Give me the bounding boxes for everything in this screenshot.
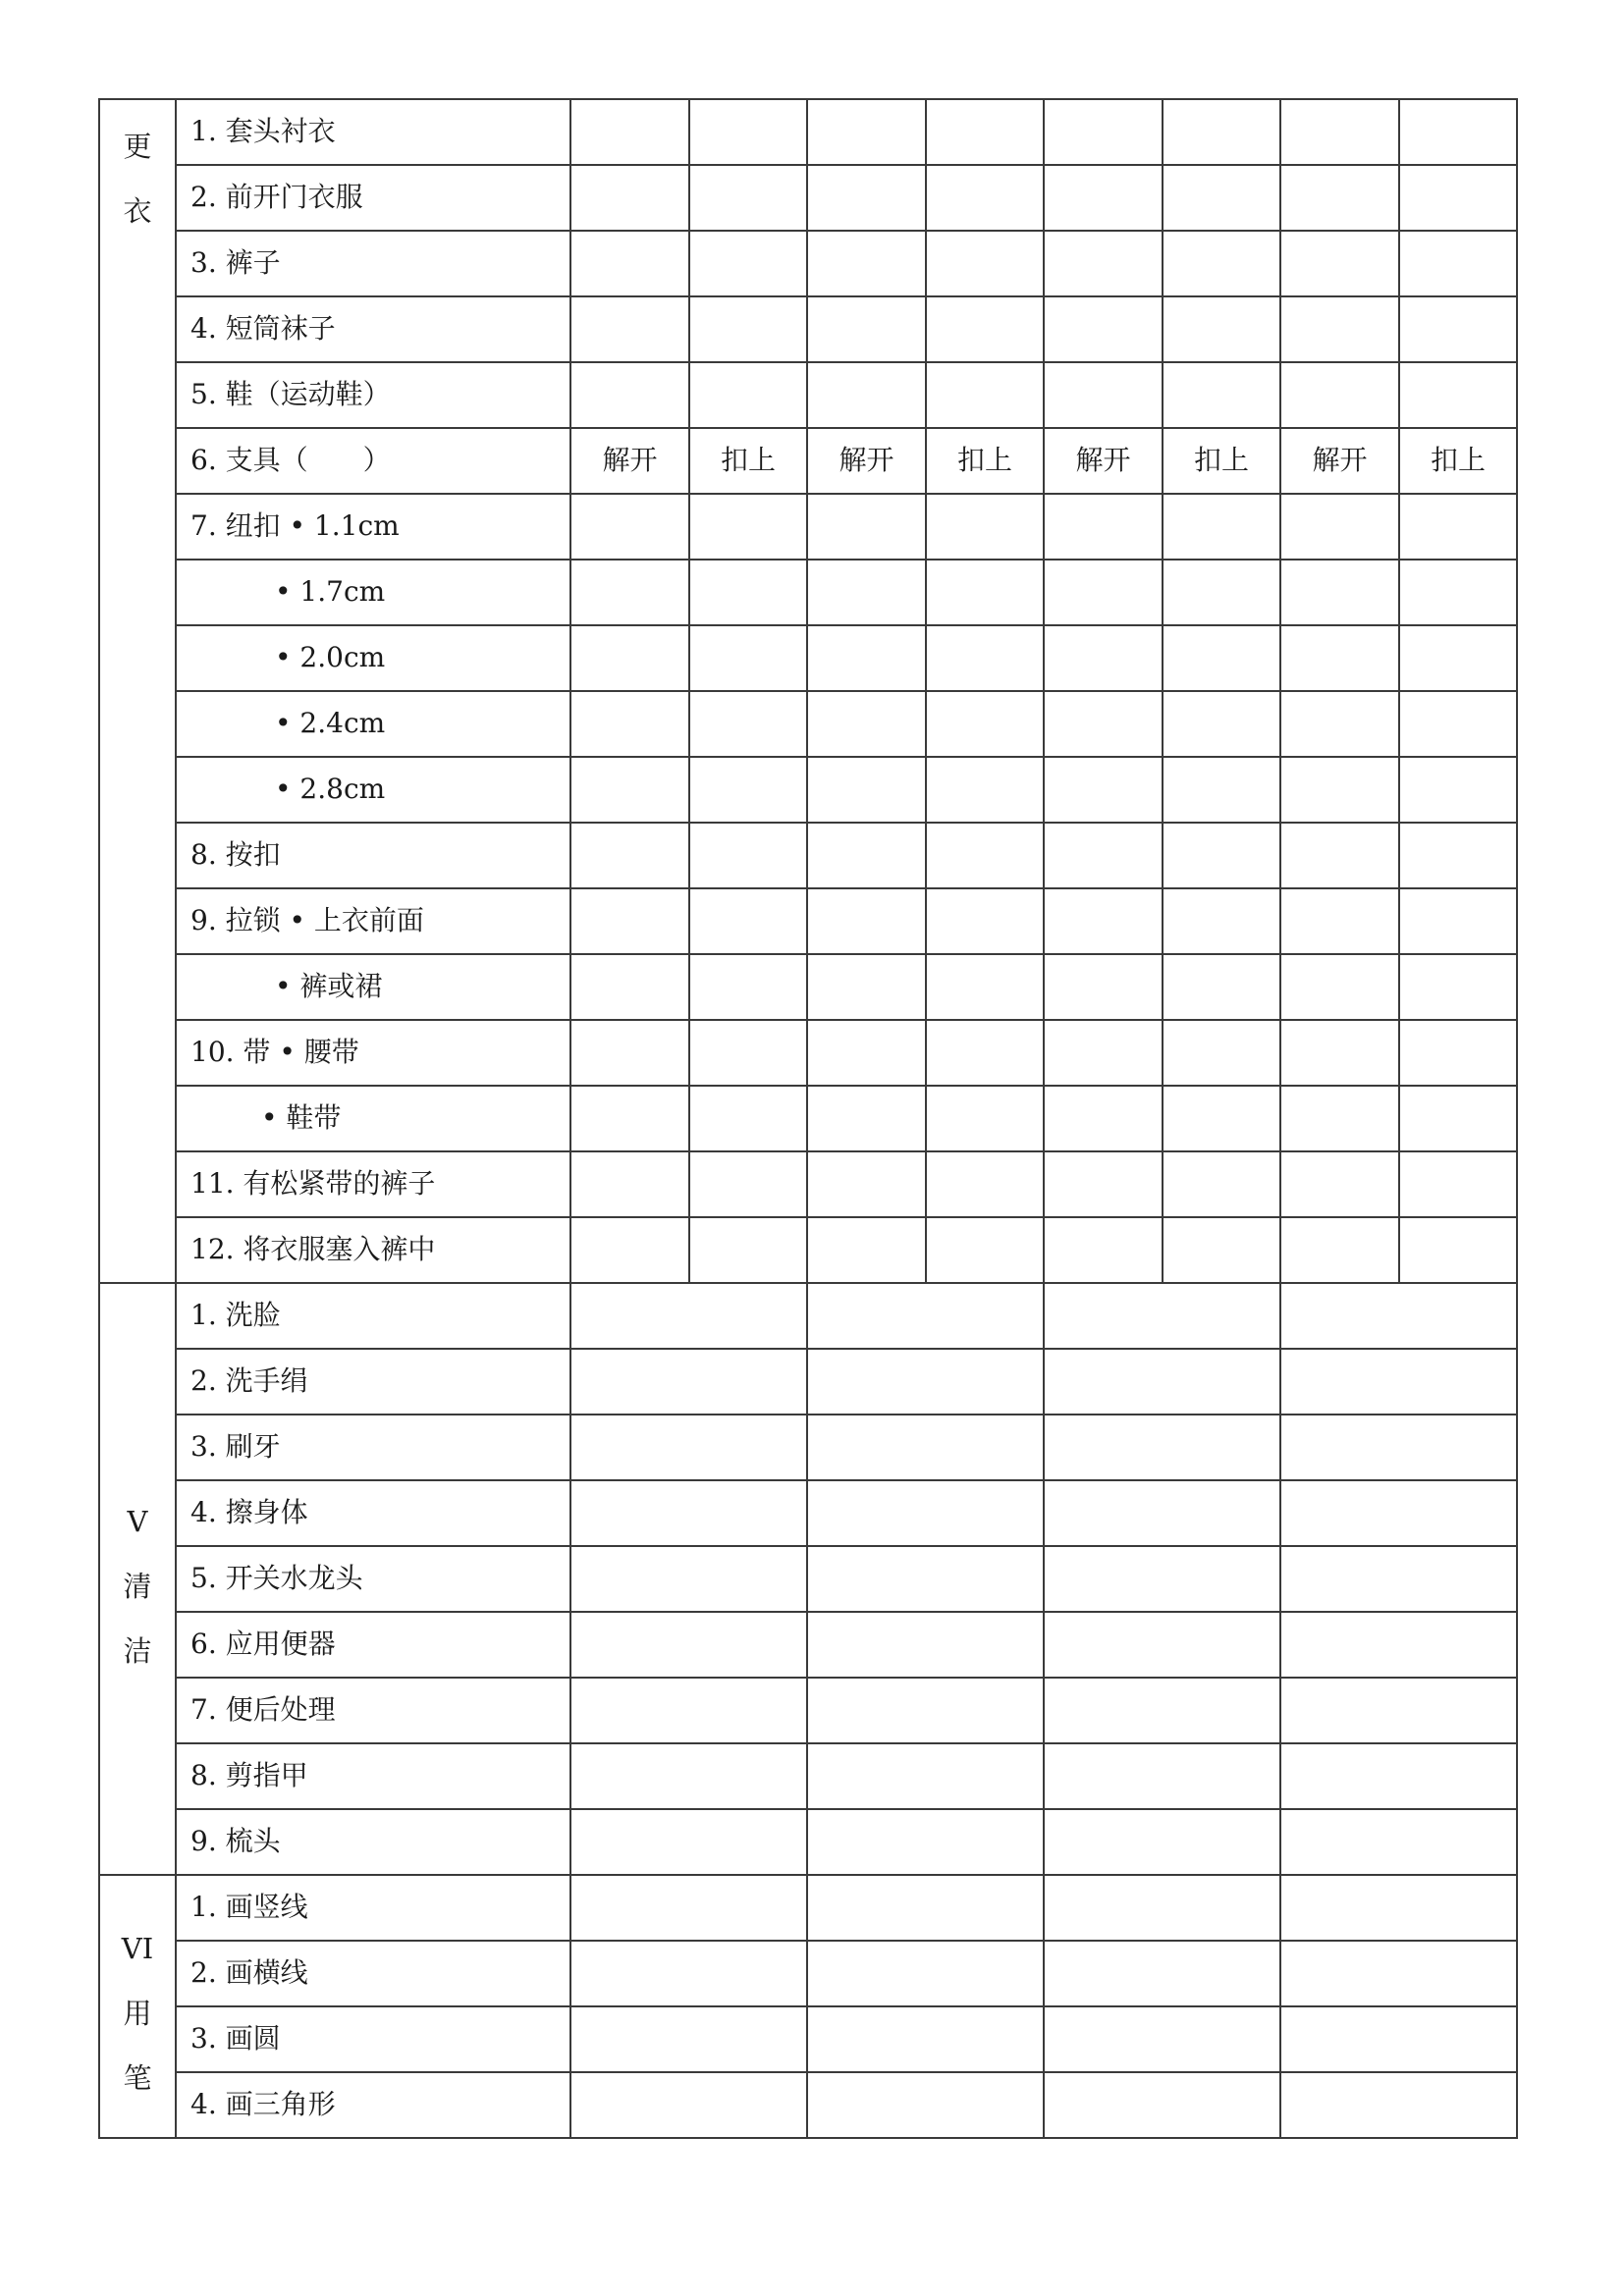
item-label: 3. 裤子 [176,231,570,296]
table-row [99,560,1517,625]
score-cell[interactable] [1280,1151,1399,1217]
score-cell[interactable] [689,1086,807,1151]
score-cell[interactable] [1163,823,1280,888]
table-row [99,1480,1517,1546]
item-label: • 2.0cm [176,625,570,691]
score-cell[interactable] [1044,1283,1280,1349]
score-cell[interactable] [570,296,689,362]
score-cell[interactable] [1280,1743,1517,1809]
item-label: 3. 刷牙 [176,1415,570,1480]
score-cell[interactable] [1044,1678,1280,1743]
score-cell[interactable] [1280,1678,1517,1743]
score-cell[interactable] [570,691,689,757]
score-cell[interactable] [570,1415,807,1480]
table-row [99,1151,1517,1217]
score-cell[interactable] [1280,1415,1517,1480]
score-cell[interactable] [1163,494,1280,560]
score-cell[interactable] [807,1809,1044,1875]
score-cell[interactable] [689,1020,807,1086]
score-cell[interactable] [1280,165,1399,231]
score-cell[interactable] [689,954,807,1020]
score-cell[interactable] [689,888,807,954]
score-cell[interactable] [926,625,1044,691]
score-cell[interactable] [807,1678,1044,1743]
item-label: 8. 按扣 [176,823,570,888]
score-cell[interactable] [926,296,1044,362]
score-cell[interactable] [926,1217,1044,1283]
score-cell[interactable] [1044,2072,1280,2138]
section-label-pen: VI 用 笔 [99,1875,176,2138]
score-cell[interactable] [926,99,1044,165]
score-cell[interactable] [1044,954,1163,1020]
table-row [99,1086,1517,1151]
brace-cell-fasten: 扣上 [689,428,807,494]
table-row [99,823,1517,888]
brace-cell-unfasten: 解开 [1280,428,1399,494]
item-label: 5. 开关水龙头 [176,1546,570,1612]
score-cell[interactable] [1044,625,1163,691]
brace-cell-unfasten: 解开 [1044,428,1163,494]
score-cell[interactable] [1044,165,1163,231]
score-cell[interactable] [1044,1217,1163,1283]
item-label: 1. 洗脸 [176,1283,570,1349]
score-cell[interactable] [689,231,807,296]
score-cell[interactable] [807,691,926,757]
score-cell[interactable] [1280,625,1399,691]
score-cell[interactable] [1399,362,1517,428]
score-cell[interactable] [1280,1546,1517,1612]
score-cell[interactable] [1399,691,1517,757]
item-label: • 2.4cm [176,691,570,757]
score-cell[interactable] [926,757,1044,823]
score-cell[interactable] [807,1217,926,1283]
brace-cell-unfasten: 解开 [570,428,689,494]
score-cell[interactable] [689,691,807,757]
score-cell[interactable] [689,99,807,165]
table-row [99,1941,1517,2006]
item-label: • 2.8cm [176,757,570,823]
score-cell[interactable] [1163,954,1280,1020]
score-cell[interactable] [570,362,689,428]
score-cell[interactable] [1044,231,1163,296]
score-cell[interactable] [1044,757,1163,823]
score-cell[interactable] [807,823,926,888]
score-cell[interactable] [1044,362,1163,428]
score-cell[interactable] [1399,954,1517,1020]
score-cell[interactable] [807,1415,1044,1480]
score-cell[interactable] [1044,888,1163,954]
score-cell[interactable] [689,625,807,691]
score-cell[interactable] [1280,1809,1517,1875]
score-cell[interactable] [1280,1349,1517,1415]
score-cell[interactable] [807,954,926,1020]
score-cell[interactable] [570,954,689,1020]
table-row [99,1743,1517,1809]
score-cell[interactable] [926,165,1044,231]
score-cell[interactable] [807,296,926,362]
score-cell[interactable] [1044,1546,1280,1612]
score-cell[interactable] [1163,231,1280,296]
table-row [99,165,1517,231]
table-row [99,1020,1517,1086]
score-cell[interactable] [570,1217,689,1283]
score-cell[interactable] [689,165,807,231]
item-label: 2. 画横线 [176,1941,570,2006]
score-cell[interactable] [1163,691,1280,757]
score-cell[interactable] [570,99,689,165]
score-cell[interactable] [1399,757,1517,823]
item-label: • 裤或裙 [176,954,570,1020]
brace-cell-fasten: 扣上 [926,428,1044,494]
item-label: 2. 洗手绢 [176,1349,570,1415]
section-label-dressing: 更 衣 [99,99,176,1283]
score-cell[interactable] [1280,757,1399,823]
table-row [99,2006,1517,2072]
score-cell[interactable] [570,888,689,954]
score-cell[interactable] [1044,1743,1280,1809]
score-cell[interactable] [807,99,926,165]
table-row [99,1217,1517,1283]
score-cell[interactable] [570,494,689,560]
score-cell[interactable] [1280,362,1399,428]
score-cell[interactable] [1280,1480,1517,1546]
score-cell[interactable] [1280,99,1399,165]
score-cell[interactable] [570,231,689,296]
brace-cell-unfasten: 解开 [807,428,926,494]
score-cell[interactable] [1044,1875,1280,1941]
brace-cell-fasten: 扣上 [1163,428,1280,494]
score-cell[interactable] [570,1020,689,1086]
score-cell[interactable] [807,625,926,691]
table-row [99,625,1517,691]
score-cell[interactable] [926,362,1044,428]
table-row [99,494,1517,560]
score-cell[interactable] [926,954,1044,1020]
score-cell[interactable] [1399,1086,1517,1151]
score-cell[interactable] [807,757,926,823]
score-cell[interactable] [807,1151,926,1217]
table-row [99,1546,1517,1612]
score-cell[interactable] [807,165,926,231]
score-cell[interactable] [1163,165,1280,231]
table-row [99,428,1517,494]
score-cell[interactable] [1280,1020,1399,1086]
score-cell[interactable] [1399,494,1517,560]
item-label: 11. 有松紧带的裤子 [176,1151,570,1217]
assessment-form [98,98,1518,2139]
item-label: 3. 画圆 [176,2006,570,2072]
item-label: 5. 鞋（运动鞋） [176,362,570,428]
table-row [99,1809,1517,1875]
score-cell[interactable] [807,1546,1044,1612]
score-cell[interactable] [1163,1151,1280,1217]
score-cell[interactable] [926,691,1044,757]
score-cell[interactable] [1044,494,1163,560]
score-cell[interactable] [926,1151,1044,1217]
score-cell[interactable] [807,1743,1044,1809]
score-cell[interactable] [1044,1020,1163,1086]
score-cell[interactable] [1044,1151,1163,1217]
score-cell[interactable] [570,1086,689,1151]
score-cell[interactable] [807,1875,1044,1941]
item-label: 7. 便后处理 [176,1678,570,1743]
score-cell[interactable] [807,1480,1044,1546]
score-cell[interactable] [1163,625,1280,691]
item-label: 1. 画竖线 [176,1875,570,1941]
score-cell[interactable] [1163,757,1280,823]
score-cell[interactable] [1044,2006,1280,2072]
score-cell[interactable] [1280,231,1399,296]
score-cell[interactable] [926,560,1044,625]
item-label: 6. 应用便器 [176,1612,570,1678]
item-label: 10. 带 • 腰带 [176,1020,570,1086]
score-cell[interactable] [926,888,1044,954]
table-row [99,1283,1517,1349]
item-label: 6. 支具（ ） [176,428,570,494]
score-cell[interactable] [1163,99,1280,165]
assessment-table [98,98,1518,2139]
score-cell[interactable] [807,1941,1044,2006]
table-row [99,2072,1517,2138]
score-cell[interactable] [1399,296,1517,362]
score-cell[interactable] [1399,165,1517,231]
score-cell[interactable] [689,296,807,362]
score-cell[interactable] [1399,1151,1517,1217]
score-cell[interactable] [1044,1941,1280,2006]
score-cell[interactable] [1280,560,1399,625]
score-cell[interactable] [570,757,689,823]
score-cell[interactable] [570,165,689,231]
score-cell[interactable] [807,2006,1044,2072]
item-label: 4. 画三角形 [176,2072,570,2138]
score-cell[interactable] [1399,99,1517,165]
score-cell[interactable] [807,1349,1044,1415]
score-cell[interactable] [1163,1217,1280,1283]
table-row [99,888,1517,954]
score-cell[interactable] [807,1283,1044,1349]
score-cell[interactable] [570,1349,807,1415]
table-row [99,1612,1517,1678]
item-label: • 1.7cm [176,560,570,625]
score-cell[interactable] [1399,560,1517,625]
score-cell[interactable] [926,1086,1044,1151]
table-row [99,99,1517,165]
item-label: 12. 将衣服塞入裤中 [176,1217,570,1283]
score-cell[interactable] [1163,888,1280,954]
item-label: 1. 套头衬衣 [176,99,570,165]
score-cell[interactable] [1280,691,1399,757]
score-cell[interactable] [1280,2006,1517,2072]
score-cell[interactable] [926,231,1044,296]
score-cell[interactable] [1399,888,1517,954]
score-cell[interactable] [1044,1612,1280,1678]
score-cell[interactable] [926,1020,1044,1086]
score-cell[interactable] [1280,1086,1399,1151]
item-label: 7. 纽扣 • 1.1cm [176,494,570,560]
score-cell[interactable] [807,231,926,296]
score-cell[interactable] [1399,1217,1517,1283]
score-cell[interactable] [1280,954,1399,1020]
score-cell[interactable] [570,1678,807,1743]
score-cell[interactable] [570,1480,807,1546]
score-cell[interactable] [1044,823,1163,888]
brace-cell-fasten: 扣上 [1399,428,1517,494]
score-cell[interactable] [1280,494,1399,560]
score-cell[interactable] [1280,1941,1517,2006]
score-cell[interactable] [570,1151,689,1217]
score-cell[interactable] [689,1151,807,1217]
score-cell[interactable] [1280,888,1399,954]
table-row [99,1678,1517,1743]
score-cell[interactable] [807,1020,926,1086]
score-cell[interactable] [926,494,1044,560]
score-cell[interactable] [807,362,926,428]
score-cell[interactable] [1280,296,1399,362]
score-cell[interactable] [1399,625,1517,691]
score-cell[interactable] [1044,691,1163,757]
score-cell[interactable] [1044,560,1163,625]
score-cell[interactable] [926,823,1044,888]
score-cell[interactable] [1044,1480,1280,1546]
score-cell[interactable] [807,1612,1044,1678]
score-cell[interactable] [689,362,807,428]
table-row [99,296,1517,362]
score-cell[interactable] [1044,1415,1280,1480]
score-cell[interactable] [1280,2072,1517,2138]
score-cell[interactable] [570,2006,807,2072]
score-cell[interactable] [570,1875,807,1941]
score-cell[interactable] [570,1809,807,1875]
score-cell[interactable] [1399,1020,1517,1086]
score-cell[interactable] [807,494,926,560]
score-cell[interactable] [1163,1020,1280,1086]
score-cell[interactable] [1044,1809,1280,1875]
score-cell[interactable] [570,1612,807,1678]
item-label: 2. 前开门衣服 [176,165,570,231]
score-cell[interactable] [570,560,689,625]
item-label: 4. 擦身体 [176,1480,570,1546]
score-cell[interactable] [1280,1283,1517,1349]
score-cell[interactable] [1163,296,1280,362]
table-row [99,362,1517,428]
table-row [99,231,1517,296]
score-cell[interactable] [689,757,807,823]
score-cell[interactable] [570,625,689,691]
score-cell[interactable] [1280,1217,1399,1283]
item-label: • 鞋带 [176,1086,570,1151]
table-row [99,757,1517,823]
section-label-cleaning: V 清 洁 [99,1283,176,1875]
score-cell[interactable] [570,1283,807,1349]
score-cell[interactable] [807,560,926,625]
table-row [99,1875,1517,1941]
item-label: 9. 拉锁 • 上衣前面 [176,888,570,954]
score-cell[interactable] [1044,1086,1163,1151]
score-cell[interactable] [1163,362,1280,428]
score-cell[interactable] [1399,231,1517,296]
item-label: 8. 剪指甲 [176,1743,570,1809]
score-cell[interactable] [1280,1612,1517,1678]
score-cell[interactable] [689,494,807,560]
score-cell[interactable] [1044,296,1163,362]
score-cell[interactable] [570,1546,807,1612]
score-cell[interactable] [1044,1349,1280,1415]
score-cell[interactable] [689,823,807,888]
table-row [99,1349,1517,1415]
item-label: 9. 梳头 [176,1809,570,1875]
score-cell[interactable] [570,1941,807,2006]
table-row [99,954,1517,1020]
score-cell[interactable] [1280,1875,1517,1941]
table-row [99,691,1517,757]
score-cell[interactable] [570,823,689,888]
score-cell[interactable] [1044,99,1163,165]
score-cell[interactable] [807,888,926,954]
score-cell[interactable] [689,560,807,625]
score-cell[interactable] [570,2072,807,2138]
score-cell[interactable] [570,1743,807,1809]
score-cell[interactable] [1399,823,1517,888]
table-row [99,1415,1517,1480]
item-label: 4. 短筒袜子 [176,296,570,362]
score-cell[interactable] [807,1086,926,1151]
score-cell[interactable] [1163,560,1280,625]
score-cell[interactable] [689,1217,807,1283]
score-cell[interactable] [807,2072,1044,2138]
score-cell[interactable] [1163,1086,1280,1151]
score-cell[interactable] [1280,823,1399,888]
